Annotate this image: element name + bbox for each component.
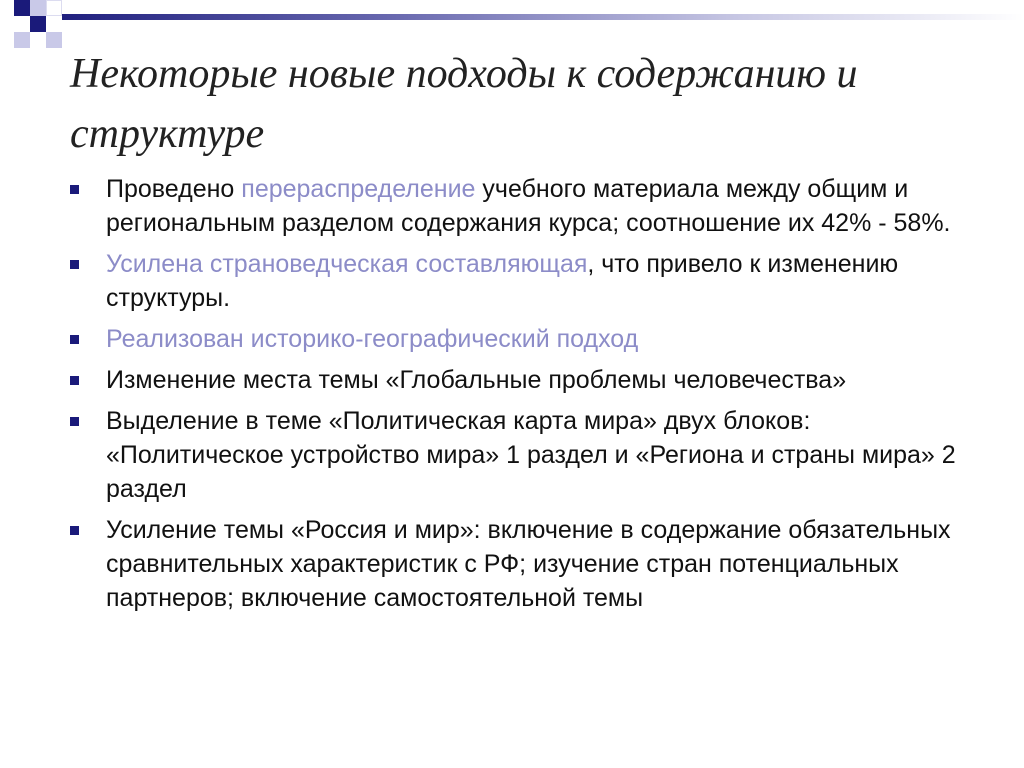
corner-decoration	[0, 0, 80, 60]
bullet-highlight: перераспределение	[241, 175, 476, 203]
bullet-item-redistribution	[68, 172, 988, 240]
decor-square	[14, 0, 30, 16]
bullet-text: Изменение места темы «Глобальные проблемы человечества»	[106, 366, 847, 394]
bullet-highlight: Усилена страноведческая составляющая	[106, 250, 588, 278]
square-bullet-icon	[70, 185, 79, 194]
decor-square	[30, 0, 46, 16]
bullet-text: Выделение в теме «Политическая карта мира» двух блоков: «Политическое устройство мира» 1 раздел и «Региона и страны мира» 2 раздел	[106, 407, 956, 503]
bullet-text: Усиление темы «Россия и мир»: включение в содержание обязательных сравнительных характеристик с РФ; изучение стран потенциальных партнеров; включение самостоятельной темы	[106, 516, 951, 612]
bullet-item-country-studies	[68, 247, 988, 315]
bullet-highlight: Реализован историко-географический подход	[106, 325, 639, 353]
decor-square	[46, 32, 62, 48]
bullet-item-global-problems	[68, 363, 988, 397]
slide-title: Некоторые новые подходы к содержанию и структуре	[70, 51, 858, 157]
bullet-item-political-map	[68, 404, 988, 506]
bullet-list	[68, 172, 988, 622]
decor-square	[30, 16, 46, 32]
bullet-item-russia-and-world	[68, 513, 988, 615]
bullet-text: , что привело к изменению структуры.	[106, 250, 899, 312]
bullet-item-historical-approach	[68, 322, 988, 356]
decor-square	[46, 0, 62, 16]
square-bullet-icon	[70, 335, 79, 344]
square-bullet-icon	[70, 260, 79, 269]
header-gradient-bar	[62, 14, 1024, 20]
bullet-text: учебного материала между общим и региональным разделом содержания курса; соотношение их 42% - 58%.	[106, 175, 951, 237]
decor-square	[14, 32, 30, 48]
square-bullet-icon	[70, 417, 79, 426]
bullet-text: Проведено	[106, 175, 242, 203]
square-bullet-icon	[70, 376, 79, 385]
square-bullet-icon	[70, 526, 79, 535]
